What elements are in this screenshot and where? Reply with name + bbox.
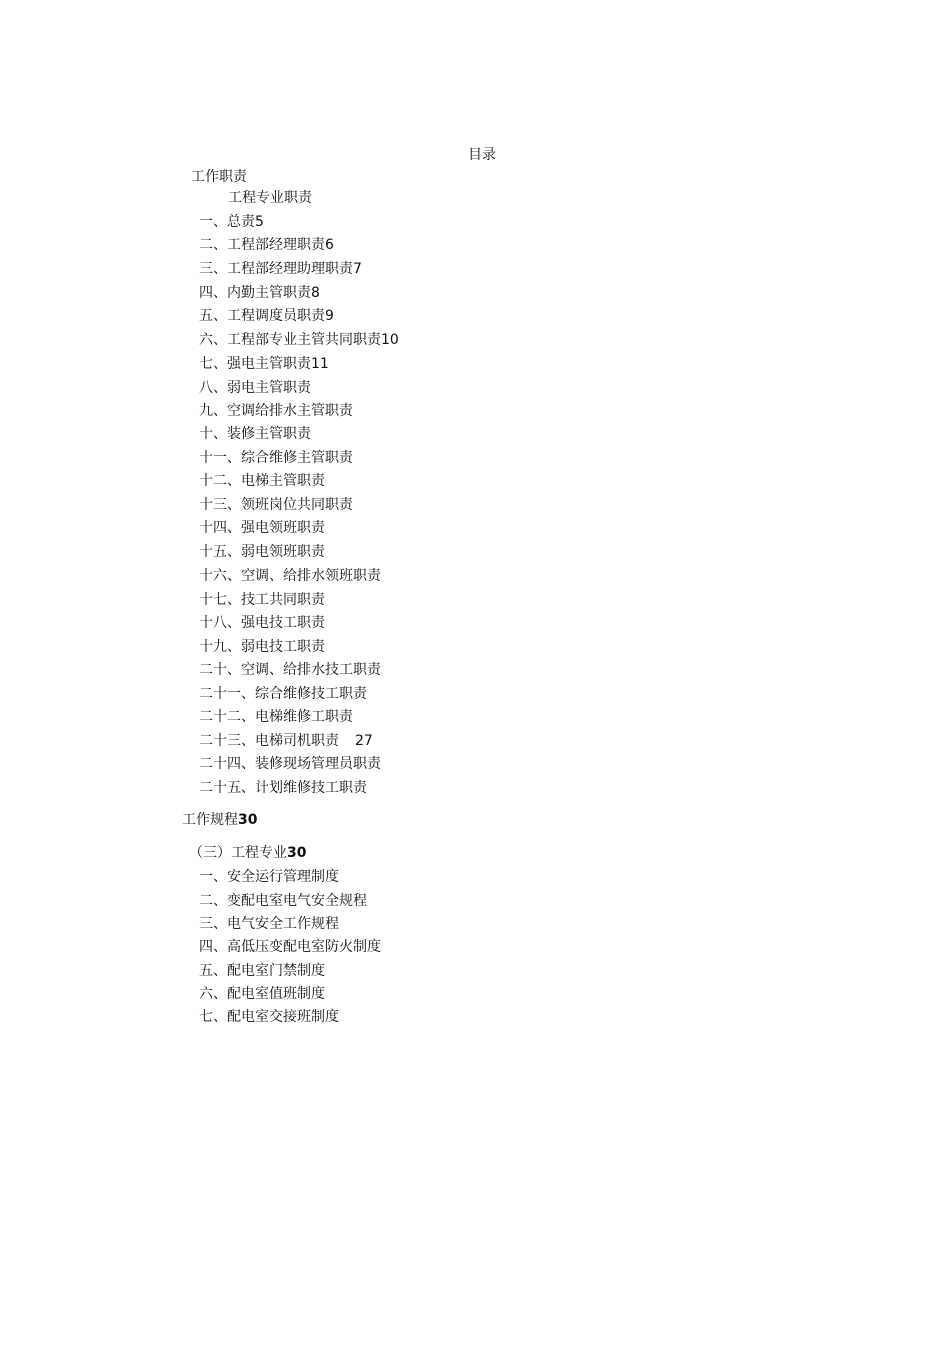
toc-entry-label: 二、工程部经理职责 — [199, 237, 325, 253]
toc-entry-label: 四、内勤主管职责 — [199, 285, 311, 301]
toc-entry-label: 十九、弱电技工职责 — [199, 639, 325, 655]
toc-entry-label: 十七、技工共同职责 — [199, 592, 325, 608]
toc-entry-label: 十二、电梯主管职责 — [199, 473, 325, 489]
subsection-title-engineering-procedures — [189, 844, 306, 862]
toc-entry — [199, 892, 367, 910]
toc-entry-label: 十六、空调、给排水领班职责 — [199, 568, 381, 584]
toc-entry-page: 6 — [325, 237, 334, 253]
toc-entry — [199, 962, 325, 980]
toc-entry — [199, 284, 320, 302]
toc-entry — [199, 779, 367, 797]
toc-title: 目录 — [468, 147, 496, 163]
toc-entry — [199, 591, 325, 609]
toc-entry-label: 二十、空调、给排水技工职责 — [199, 662, 381, 678]
toc-entry — [199, 915, 339, 933]
subsection-engineering-page: 30 — [287, 845, 307, 861]
toc-entry — [199, 331, 399, 349]
toc-entry-label: 十一、综合维修主管职责 — [199, 450, 353, 466]
toc-entry — [199, 449, 353, 467]
toc-entry-page: 7 — [353, 261, 362, 277]
toc-entry — [199, 519, 325, 537]
toc-entry — [199, 985, 325, 1003]
subsection-engineering-label: （三）工程专业 — [189, 845, 287, 861]
toc-entry — [199, 638, 325, 656]
toc-entry-label: 十四、强电领班职责 — [199, 520, 325, 536]
toc-entry-label: 六、配电室值班制度 — [199, 986, 325, 1002]
toc-entry-label: 五、配电室门禁制度 — [199, 963, 325, 979]
toc-entry — [199, 379, 311, 397]
toc-entry — [199, 732, 373, 750]
toc-entry-label: 十八、强电技工职责 — [199, 615, 325, 631]
toc-entry — [199, 425, 311, 443]
toc-entry-page: 5 — [255, 214, 264, 230]
toc-entry-label: 二十四、装修现场管理员职责 — [199, 756, 381, 772]
toc-entry-label: 九、空调给排水主管职责 — [199, 403, 353, 419]
toc-entry-label: 五、工程调度员职责 — [199, 308, 325, 324]
toc-entry — [199, 1008, 339, 1026]
toc-entry-label: 三、电气安全工作规程 — [199, 916, 339, 932]
toc-entry-label: 十五、弱电领班职责 — [199, 544, 325, 560]
toc-entry — [199, 307, 334, 325]
toc-entry-label: 七、强电主管职责 — [199, 356, 311, 372]
toc-entry-label: 二、变配电室电气安全规程 — [199, 893, 367, 909]
toc-entry — [199, 355, 329, 373]
toc-entry-page: 27 — [355, 733, 373, 749]
toc-entry — [199, 496, 353, 514]
toc-entry — [199, 755, 381, 773]
section-title-procedures-label: 工作规程 — [182, 812, 238, 828]
toc-entry — [199, 614, 325, 632]
toc-entry-label: 二十三、电梯司机职责 — [199, 733, 339, 749]
toc-entry-label: 十三、领班岗位共同职责 — [199, 497, 353, 513]
toc-entry-page: 9 — [325, 308, 334, 324]
toc-entry-page: 10 — [381, 332, 399, 348]
toc-entry-label: 二十五、计划维修技工职责 — [199, 780, 367, 796]
toc-entry-label: 二十二、电梯维修工职责 — [199, 709, 353, 725]
toc-entry — [199, 708, 353, 726]
toc-entry — [199, 567, 381, 585]
toc-entry-label: 六、工程部专业主管共同职责 — [199, 332, 381, 348]
toc-entry-label: 三、工程部经理助理职责 — [199, 261, 353, 277]
toc-entry — [199, 402, 353, 420]
toc-entry-label: 八、弱电主管职责 — [199, 380, 311, 396]
section-title-duties: 工作职责 — [191, 169, 247, 185]
toc-entry — [199, 260, 362, 278]
toc-entry-page: 8 — [311, 285, 320, 301]
toc-entry — [199, 685, 367, 703]
toc-entry — [199, 938, 381, 956]
subsection-title-engineering-duties: 工程专业职责 — [228, 190, 312, 206]
toc-entry — [199, 472, 325, 490]
toc-entry-label: 一、总责 — [199, 214, 255, 230]
toc-entry — [199, 661, 381, 679]
toc-entry — [199, 543, 325, 561]
toc-entry-label: 四、高低压变配电室防火制度 — [199, 939, 381, 955]
toc-entry-label: 十、装修主管职责 — [199, 426, 311, 442]
toc-entry-label: 一、安全运行管理制度 — [199, 869, 339, 885]
toc-entry — [199, 236, 334, 254]
toc-entry-label: 二十一、综合维修技工职责 — [199, 686, 367, 702]
toc-entry — [199, 213, 264, 231]
toc-entry-label: 七、配电室交接班制度 — [199, 1009, 339, 1025]
section-title-procedures-page: 30 — [238, 812, 258, 828]
toc-entry-page: 11 — [311, 356, 329, 372]
section-title-procedures — [182, 811, 257, 829]
toc-entry — [199, 868, 339, 886]
